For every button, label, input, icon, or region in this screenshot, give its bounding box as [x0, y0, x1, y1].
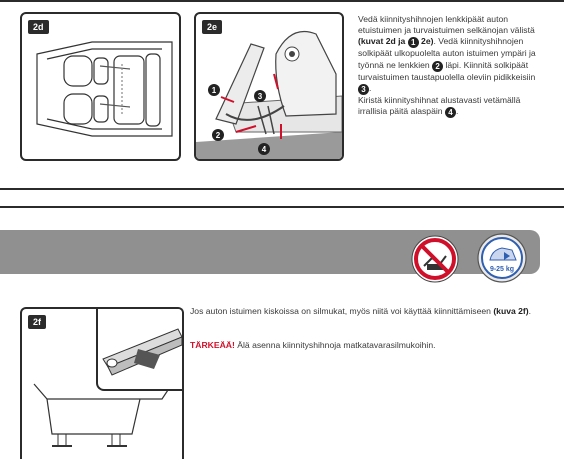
- para1-text-6: .: [455, 106, 459, 117]
- svg-text:3: 3: [257, 92, 263, 101]
- figure-2d: [20, 12, 181, 161]
- warning-text: Älä asenna kiinnityshihnoja matkatavarasilmukoihin.: [234, 340, 436, 350]
- para1-text-5: Kiristä kiinnityshihnat alustavasti vetämällä irrallisia päitä alaspäin: [358, 94, 521, 117]
- svg-text:1: 1: [211, 86, 217, 95]
- svg-text:4: 4: [261, 145, 267, 154]
- para1-figure-ref: (kuvat 2d ja: [358, 36, 408, 47]
- figure-tag-2d: 2d: [28, 20, 49, 34]
- para2-text-1: Jos auton istuimen kiskoissa on silmukat, myös niitä voi käyttää kiinnittämiseen: [190, 306, 494, 316]
- no-luggage-hook-icon: [410, 234, 460, 284]
- para1-figure-ref-2: 2e): [418, 36, 434, 47]
- seat-strap-illustration: [196, 14, 342, 159]
- step-3-badge: 3: [358, 84, 369, 95]
- step-1-badge: 1: [408, 37, 419, 48]
- section-separator-2: [0, 206, 564, 208]
- step-4-badge: 4: [445, 107, 456, 118]
- marker-3: [254, 90, 266, 102]
- figure-2e: [194, 12, 344, 161]
- marker-2: [212, 129, 224, 141]
- figure-tag-2e: 2e: [202, 20, 222, 34]
- svg-text:2: 2: [215, 131, 221, 140]
- para2-text-2: .: [528, 306, 532, 316]
- top-separator: [0, 0, 564, 2]
- para2-figure-ref: (kuva 2f): [493, 306, 529, 316]
- para1-text-1: Vedä kiinnityshihnojen lenkkipäät auton etuistuimen ja turvaistuimen selkänojan välistä: [358, 14, 535, 36]
- para1-text-4: .: [369, 82, 372, 93]
- para1-text-2: . Vedä kiinnityshihnojen solkipäät ulkopuolelta auton istuimen ympäri ja työnnä ne lenkkien: [358, 36, 536, 70]
- instruction-paragraph-1: [358, 14, 540, 118]
- marker-1: [208, 84, 220, 96]
- figure-2f: [20, 307, 184, 459]
- instruction-paragraph-2: [190, 306, 548, 317]
- step-2-badge: 2: [432, 61, 443, 72]
- para1-text-3: läpi. Kiinnitä solkipäät turvaistuimen taustapuolella oleviin pidikkeisiin: [358, 59, 536, 82]
- warning-label: TÄRKEÄÄ!: [190, 340, 235, 350]
- rail-detail-inset: [96, 309, 182, 391]
- figure-tag-2f: 2f: [28, 315, 46, 329]
- car-top-view-illustration: [22, 14, 179, 159]
- marker-4: [258, 143, 270, 155]
- weight-group-label: 9-25 kg: [489, 266, 515, 273]
- warning-note: [190, 340, 548, 351]
- section-separator: [0, 188, 564, 190]
- weight-group-icon: [476, 232, 528, 284]
